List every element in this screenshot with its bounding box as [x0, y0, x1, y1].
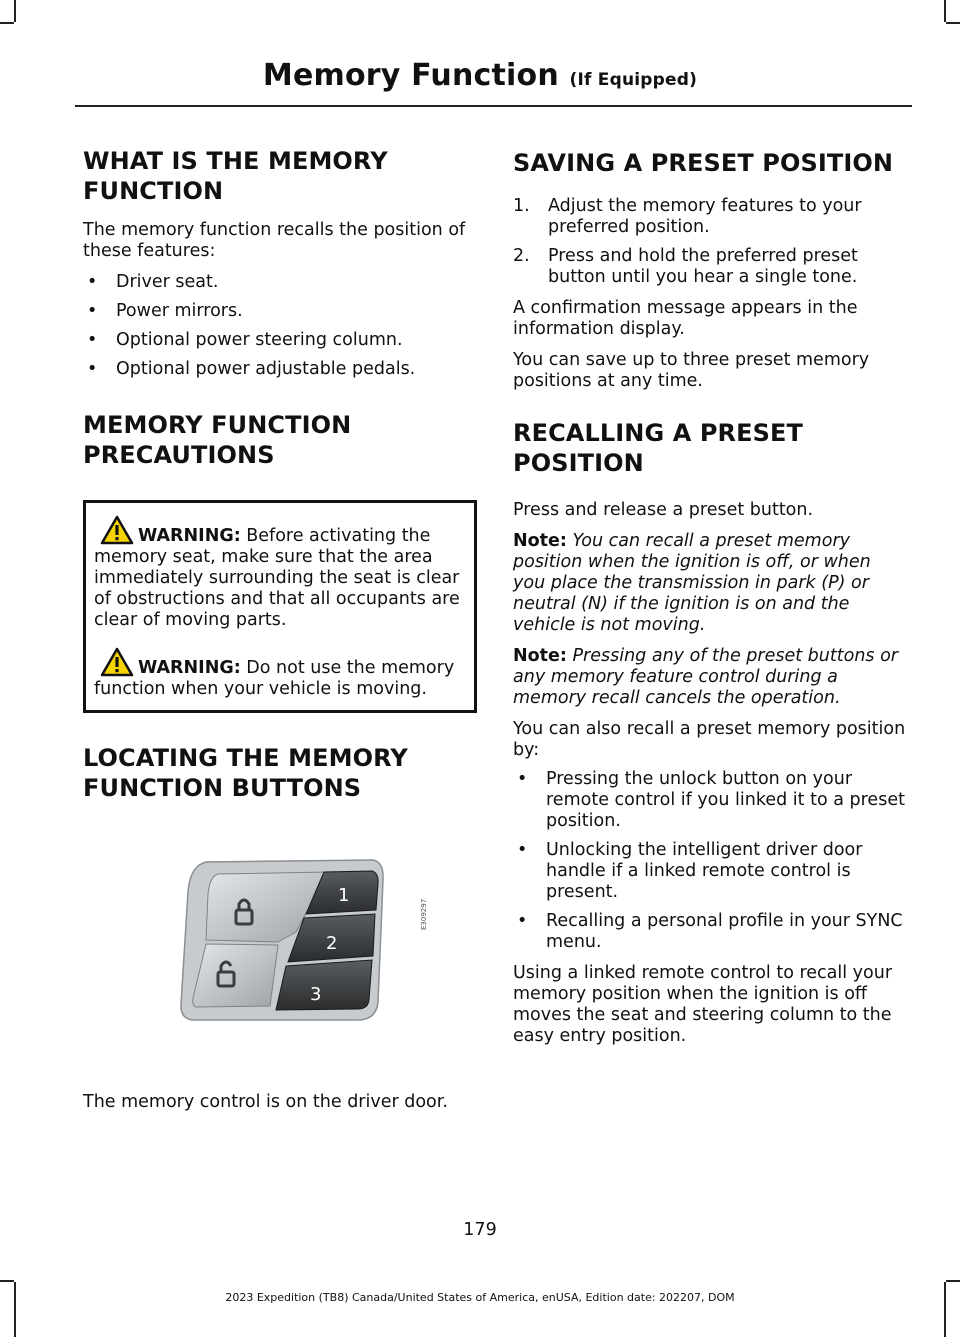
section-heading-recalling: RECALLING A PRESET POSITION	[513, 419, 803, 477]
preset-button-2: 2	[326, 933, 338, 954]
recall-methods-list	[513, 769, 908, 953]
paragraph: You can also recall a preset memory position by:	[513, 719, 906, 760]
footer: 2023 Expedition (TB8) Canada/United States of America, enUSA, Edition date: 202207, DOM	[225, 1291, 735, 1304]
warning-label: WARNING:	[138, 658, 241, 678]
crop-mark	[946, 1280, 960, 1282]
note: Note: Pressing any of the preset buttons or any memory feature control during a memory recall cancels the operation.	[513, 646, 898, 708]
right-column	[513, 146, 908, 1047]
preset-button-3: 3	[310, 984, 322, 1005]
feature-list	[83, 272, 473, 380]
paragraph: The memory function recalls the position of these features:	[83, 220, 466, 261]
step-item: 1. Adjust the memory features to your preferred position.	[513, 196, 862, 237]
warning-item	[94, 515, 466, 631]
warning-triangle-icon	[100, 515, 134, 545]
list-item: • Pressing the unlock button on your remote control if you linked it to a preset position.	[513, 769, 908, 832]
step-item: 2. Press and hold the preferred preset button until you hear a single tone.	[513, 246, 858, 287]
section-heading-what-is: WHAT IS THE MEMORY FUNCTION	[83, 147, 388, 205]
section-heading-saving: SAVING A PRESET POSITION	[513, 149, 894, 177]
list-item: • Unlocking the intelligent driver door handle if a linked remote control is present.	[513, 840, 908, 903]
section-heading-precautions: MEMORY FUNCTION PRECAUTIONS	[83, 411, 352, 469]
paragraph: Press and release a preset button.	[513, 500, 814, 520]
section-heading-locating: LOCATING THE MEMORY FUNCTION BUTTONS	[83, 744, 408, 802]
list-item: • Recalling a personal profile in your SYNC menu.	[513, 911, 908, 953]
header-subtitle: (If Equipped)	[569, 70, 698, 90]
preset-button-1: 1	[338, 885, 350, 906]
page-number: 179	[463, 1220, 497, 1240]
crop-mark	[944, 0, 946, 22]
note: Note: You can recall a preset memory position when the ignition is off, or when you place the transmission in park (P) or neutral (N) if the ignition is on and the vehicle is not moving.	[513, 531, 871, 635]
header-divider	[75, 105, 912, 107]
crop-mark	[0, 22, 14, 24]
memory-buttons-illustration	[178, 852, 388, 1027]
list-item: • Optional power steering column.	[83, 330, 473, 351]
header-title: Memory Function	[262, 58, 559, 93]
warning-box	[83, 500, 477, 713]
list-item: • Optional power adjustable pedals.	[83, 359, 473, 380]
paragraph: You can save up to three preset memory positions at any time.	[513, 350, 870, 391]
crop-mark	[946, 22, 960, 24]
list-item: • Driver seat.	[83, 272, 473, 293]
page-header	[0, 58, 960, 93]
figure-caption: The memory control is on the driver door.	[83, 1092, 448, 1112]
paragraph: Using a linked remote control to recall your memory position when the ignition is off moves the seat and steering column to the easy entry position.	[513, 963, 893, 1046]
warning-item	[94, 647, 466, 700]
warning-triangle-icon	[100, 647, 134, 677]
warning-text: Before activating the memory seat, make sure that the area immediately surrounding the seat is clear of obstructions and that all occupants are clear of moving parts.	[94, 526, 460, 630]
crop-mark	[0, 1280, 14, 1282]
list-item: • Power mirrors.	[83, 301, 473, 322]
crop-mark	[14, 0, 16, 22]
warning-text: Do not use the memory function when your vehicle is moving.	[94, 658, 455, 699]
figure-id: E309297	[420, 898, 428, 930]
left-column	[83, 146, 473, 803]
paragraph: A confirmation message appears in the information display.	[513, 298, 858, 339]
steps-list	[513, 196, 908, 288]
warning-label: WARNING:	[138, 526, 241, 546]
